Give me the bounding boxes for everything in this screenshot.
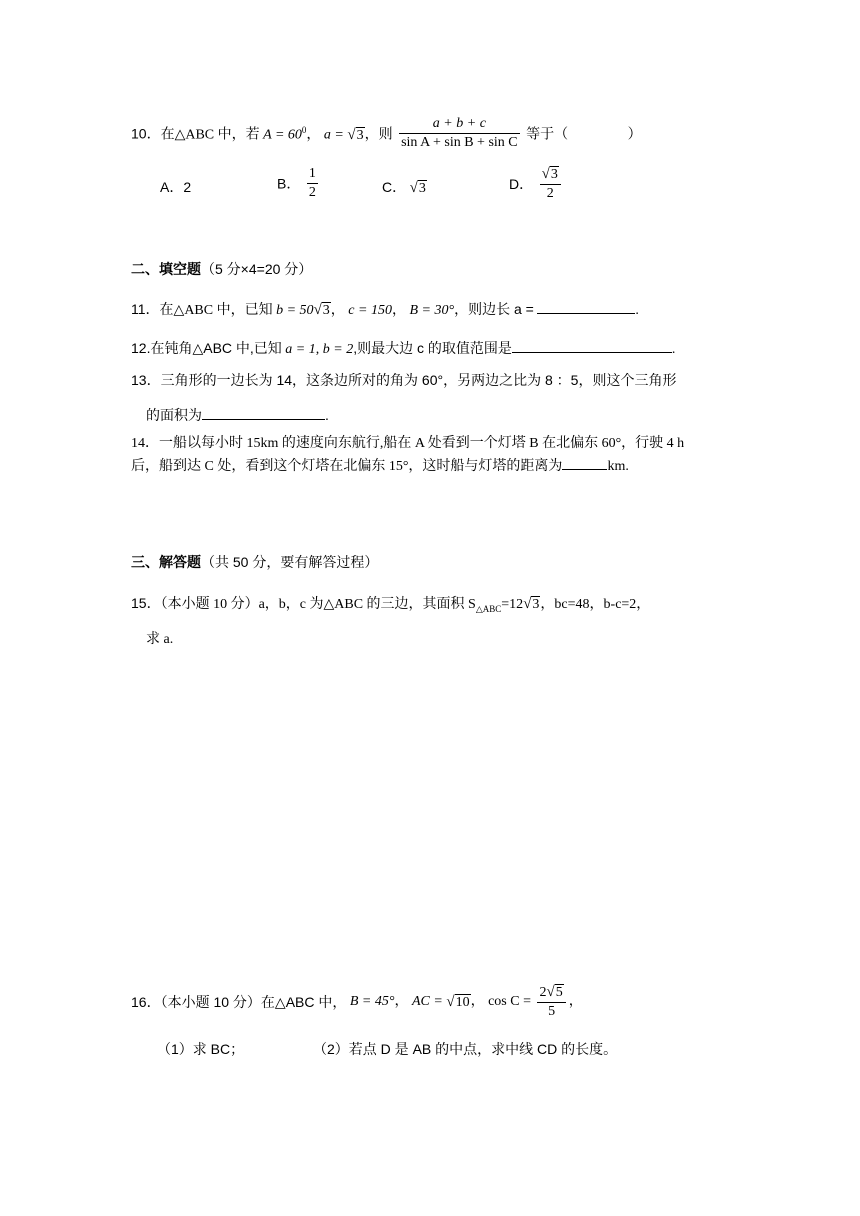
- coefficient: 2: [539, 985, 547, 1000]
- option-c: [382, 177, 427, 199]
- equals-text: 等于（: [526, 127, 569, 143]
- option-fraction: [307, 165, 318, 202]
- separator: ，: [306, 127, 321, 143]
- radicand: 3: [532, 597, 540, 612]
- question-number: 16．: [131, 994, 161, 1010]
- fraction-denominator: 5: [537, 1002, 565, 1021]
- question-15-line-2: [146, 630, 173, 650]
- unit-text: km.: [607, 459, 629, 474]
- question-text-2: ，则边长 a =: [454, 301, 534, 317]
- side-condition: a =: [323, 127, 344, 143]
- question-text: 13．三角形的一边长为 14，这条边所对的角为 60°，另两边之比为 8 ：5，则这个三角形: [131, 372, 677, 388]
- section-score: （5 分×4=20 分）: [201, 261, 313, 277]
- question-text: 在△ABC 中，若: [160, 127, 260, 143]
- option-a: [160, 177, 191, 197]
- area-value: =12: [501, 597, 524, 612]
- side-c: c = 150: [348, 303, 392, 318]
- fraction-numerator: √3: [541, 166, 558, 182]
- side-b: b = 50: [276, 303, 314, 318]
- question-14-line-2: [131, 457, 629, 477]
- fraction-denominator: 2: [308, 185, 316, 200]
- question-15-line-1: [131, 593, 650, 619]
- option-fraction: [540, 165, 561, 203]
- fraction-denominator: 2: [540, 184, 561, 203]
- question-text: （本小题 10 分）a，b，c 为△ABC 的三边，其面积 S: [160, 597, 476, 612]
- answer-blank[interactable]: [562, 469, 607, 470]
- sqrt-expression: √10: [446, 993, 470, 1010]
- question-13-line-1: [131, 370, 676, 390]
- section-title: 三、解答题: [131, 554, 201, 570]
- degree-mark: 0: [301, 125, 307, 136]
- radicand: 3: [322, 303, 330, 318]
- period: .: [671, 342, 676, 357]
- question-text-2: ,则最大边 c 的取值范围是: [353, 340, 512, 356]
- fraction-denominator: sin A + sin B + sin C: [401, 135, 518, 150]
- section-score: （共 50 分，要有解答过程）: [201, 554, 379, 570]
- sqrt-expression: √3: [523, 596, 540, 612]
- cos-fraction: [537, 983, 565, 1021]
- sqrt-expression: √3: [347, 126, 364, 143]
- option-value: 2: [183, 179, 192, 195]
- section-3-heading: [131, 552, 378, 574]
- ratio-fraction: [399, 115, 520, 152]
- sqrt-expression: √3: [313, 302, 330, 318]
- section-title: 二、填空题: [131, 261, 201, 277]
- fraction-numerator: a + b + c: [432, 116, 486, 131]
- period: .: [325, 407, 329, 423]
- question-number: 10．: [131, 125, 161, 142]
- angle-b: B = 30°: [409, 303, 455, 318]
- question-12: 12.在钝角△ABC 中,已知 a = 1, b = 2,则最大边 c 的取值范围是 .: [131, 340, 676, 357]
- sqrt-expression: √3: [409, 180, 426, 196]
- question-13-line-2: [146, 405, 329, 425]
- question-text: 12.在钝角△ABC 中,已知: [131, 340, 282, 356]
- question-text: 14．一船以每小时 15km 的速度向东航行,船在 A 处看到一个灯塔 B 在北偏东 60°，行驶 4 h: [131, 436, 685, 451]
- question-11: 11．在△ABC 中，已知 b = 50√3， c = 150， B = 30°，则边长 a = .: [131, 299, 639, 321]
- question-number: 15．: [131, 595, 161, 611]
- angle-condition: A = 60: [263, 127, 302, 143]
- side-b: b = 2: [322, 342, 354, 357]
- period: .: [635, 303, 639, 318]
- area-subscript: △ABC: [475, 603, 502, 614]
- question-text: 在△ABC 中，已知: [159, 303, 273, 318]
- answer-blank[interactable]: [512, 352, 672, 353]
- question-16: 16．（本小题 10 分）在△ABC 中， B = 45°， AC = √10， cos C = $\frac{2√5}{5}$ ，: [131, 984, 583, 1019]
- side-ac: AC =: [411, 994, 443, 1009]
- question-number: 11．: [131, 301, 160, 317]
- question-text-2: 后，船到达 C 处，看到这个灯塔在北偏东 15°，这时船与灯塔的距离为: [131, 459, 563, 474]
- part-1-text: （1）求 BC；: [157, 1041, 245, 1057]
- answer-blank[interactable]: [202, 419, 325, 420]
- option-d: [509, 165, 564, 203]
- comma: ，: [568, 994, 583, 1009]
- then-text: ，则: [364, 127, 393, 143]
- question-16-part-1: [157, 1039, 244, 1059]
- option-b: [277, 165, 321, 202]
- section-2-heading: [131, 259, 312, 281]
- radicand: 3: [418, 181, 426, 196]
- radicand: 3: [550, 167, 558, 182]
- side-a: a = 1: [285, 342, 316, 357]
- radicand: 3: [356, 127, 364, 143]
- question-text-2: ，bc=48，b-c=2，: [540, 597, 651, 612]
- question-text-3: 求 a.: [146, 632, 174, 647]
- radicand: 10: [455, 994, 470, 1010]
- question-10: [131, 117, 642, 154]
- question-16-part-2: [313, 1039, 617, 1059]
- answer-blank[interactable]: [537, 313, 635, 314]
- option-label: A．: [160, 179, 184, 195]
- angle-b: B = 45°: [349, 994, 395, 1009]
- answer-bracket-close: ）: [627, 127, 642, 143]
- cos-c: cos C =: [488, 994, 531, 1009]
- fraction-numerator: 2√5: [539, 984, 563, 1000]
- fraction-numerator: 1: [308, 166, 316, 181]
- option-label: C．: [382, 179, 407, 195]
- question-14-line-1: [131, 434, 684, 454]
- question-text: （本小题 10 分）在△ABC 中，: [160, 994, 347, 1010]
- question-text-2: 的面积为: [146, 407, 202, 423]
- radicand: 5: [555, 985, 563, 1000]
- option-label: D．: [509, 176, 534, 192]
- part-2-text: （2）若点 D 是 AB 的中点，求中线 CD 的长度。: [313, 1041, 618, 1057]
- option-label: B．: [277, 175, 301, 192]
